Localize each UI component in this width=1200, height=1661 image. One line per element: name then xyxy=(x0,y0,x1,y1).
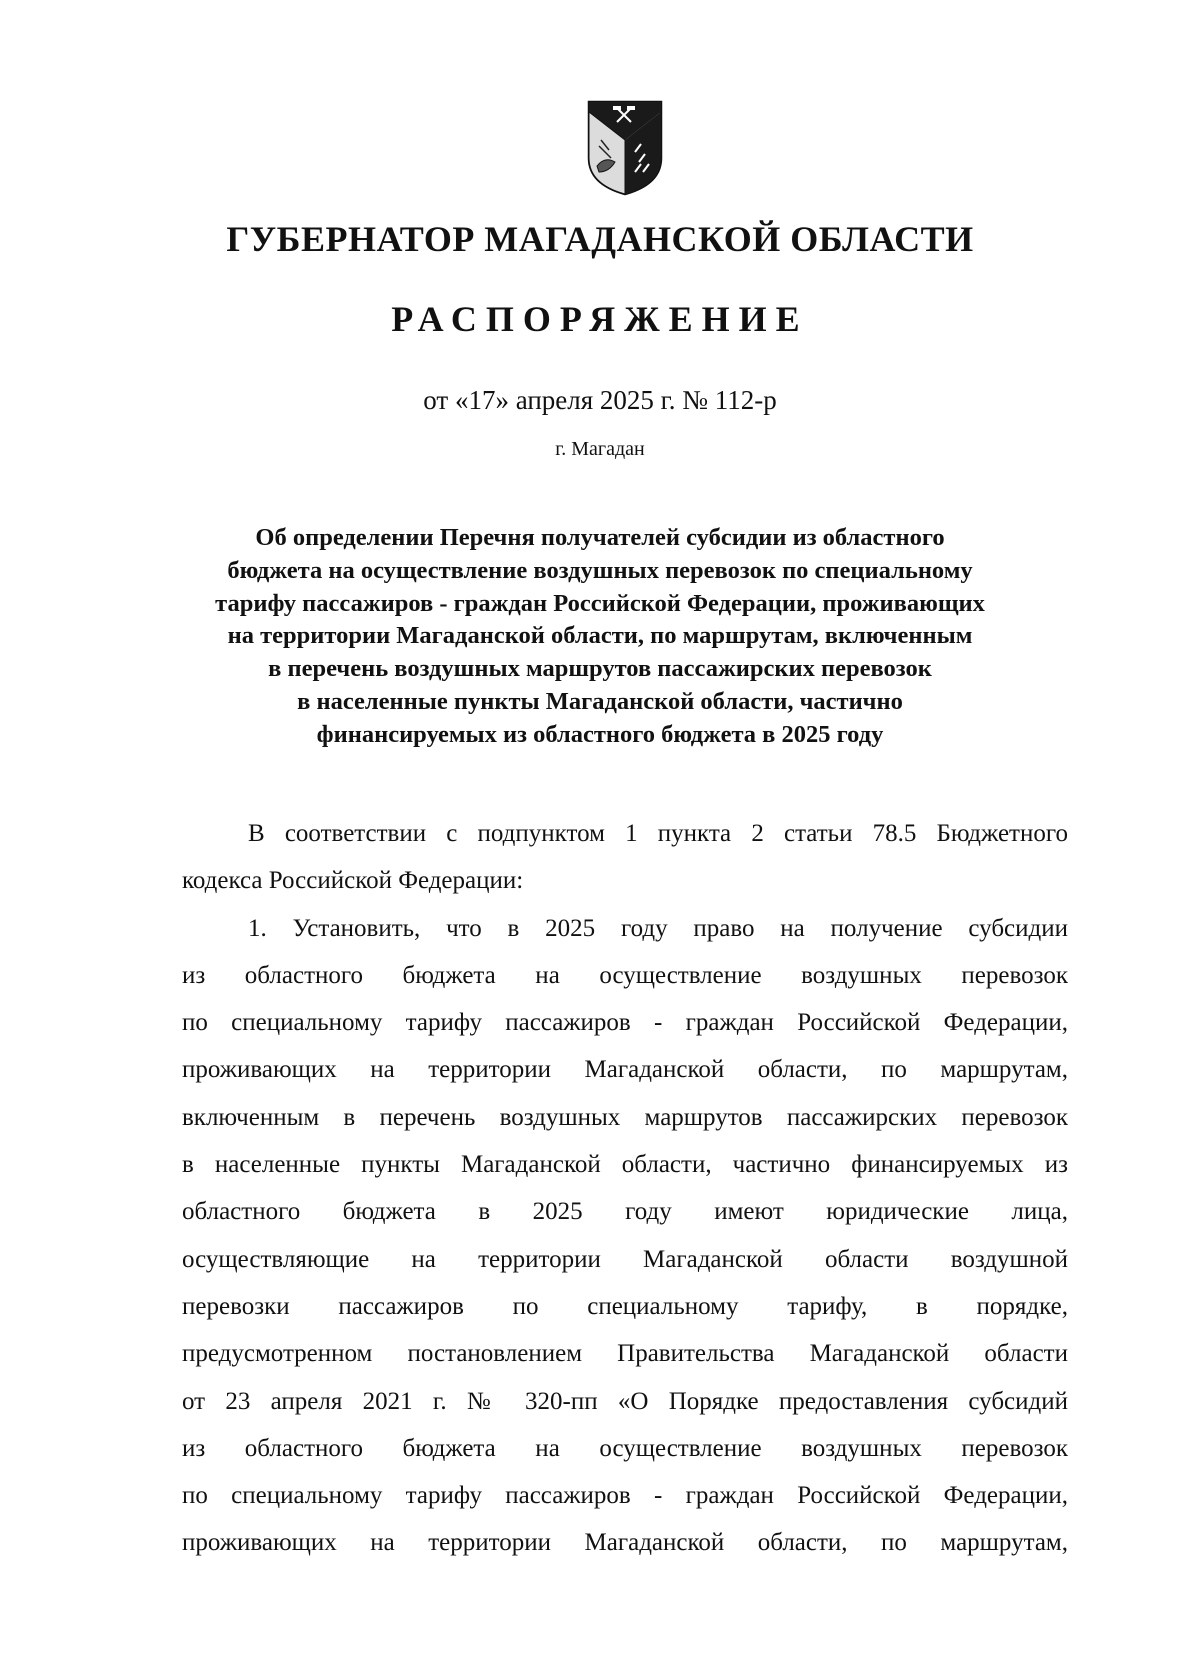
title-line: бюджета на осуществление воздушных перевозок по специальному xyxy=(227,556,973,584)
document-body xyxy=(182,810,1068,1567)
body-line: в населенные пункты Магаданской области, частично финансируемых из xyxy=(182,1151,1068,1179)
body-line: 1. Установить, что в 2025 году право на получение субсидии xyxy=(248,914,1068,942)
title-line: финансируемых из областного бюджета в 2025 году xyxy=(316,720,884,748)
body-line: проживающих на территории Магаданской области, по маршрутам, xyxy=(182,1056,1068,1084)
body-line: предусмотренном постановлением Правительства Магаданской области xyxy=(182,1340,1068,1368)
coat-of-arms-icon xyxy=(587,100,663,196)
body-line: из областного бюджета на осуществление воздушных перевозок xyxy=(182,1434,1068,1462)
title-line: Об определении Перечня получателей субсидии из областного xyxy=(255,524,945,551)
body-line: по специальному тарифу пассажиров - граждан Российской Федерации, xyxy=(182,1482,1068,1510)
document-date-number: от «17» апреля 2025 г. № 112-р xyxy=(423,385,777,415)
body-line: от 23 апреля 2021 г. № 320-пп «О Порядке предоставления субсидий xyxy=(182,1387,1068,1415)
body-line: кодекса Российской Федерации: xyxy=(182,867,524,895)
body-line: областного бюджета в 2025 году имеют юридические лица, xyxy=(182,1198,1068,1226)
title-line: на территории Магаданской области, по маршрутам, включенным xyxy=(227,622,973,650)
document-type: РАСПОРЯЖЕНИЕ xyxy=(391,299,809,339)
body-line: включенным в перечень воздушных маршрутов пассажирских перевозок xyxy=(182,1103,1068,1131)
title-line: в перечень воздушных маршрутов пассажирских перевозок xyxy=(268,655,932,683)
issuing-authority: ГУБЕРНАТОР МАГАДАНСКОЙ ОБЛАСТИ xyxy=(226,219,974,259)
title-line: в населенные пункты Магаданской области, частично xyxy=(297,687,903,715)
body-line: В соответствии с подпунктом 1 пункта 2 статьи 78.5 Бюджетного xyxy=(248,820,1068,847)
body-line: из областного бюджета на осуществление воздушных перевозок xyxy=(182,961,1068,989)
body-line: по специальному тарифу пассажиров - граждан Российской Федерации, xyxy=(182,1009,1068,1037)
document-title xyxy=(150,522,1050,752)
body-line: осуществляющие на территории Магаданской области воздушной xyxy=(182,1245,1068,1273)
body-line: перевозки пассажиров по специальному тарифу, в порядке, xyxy=(182,1292,1068,1320)
title-line: тарифу пассажиров - граждан Российской Федерации, проживающих xyxy=(215,589,985,617)
body-line: проживающих на территории Магаданской области, по маршрутам, xyxy=(182,1529,1068,1557)
document-city: г. Магадан xyxy=(555,438,645,460)
